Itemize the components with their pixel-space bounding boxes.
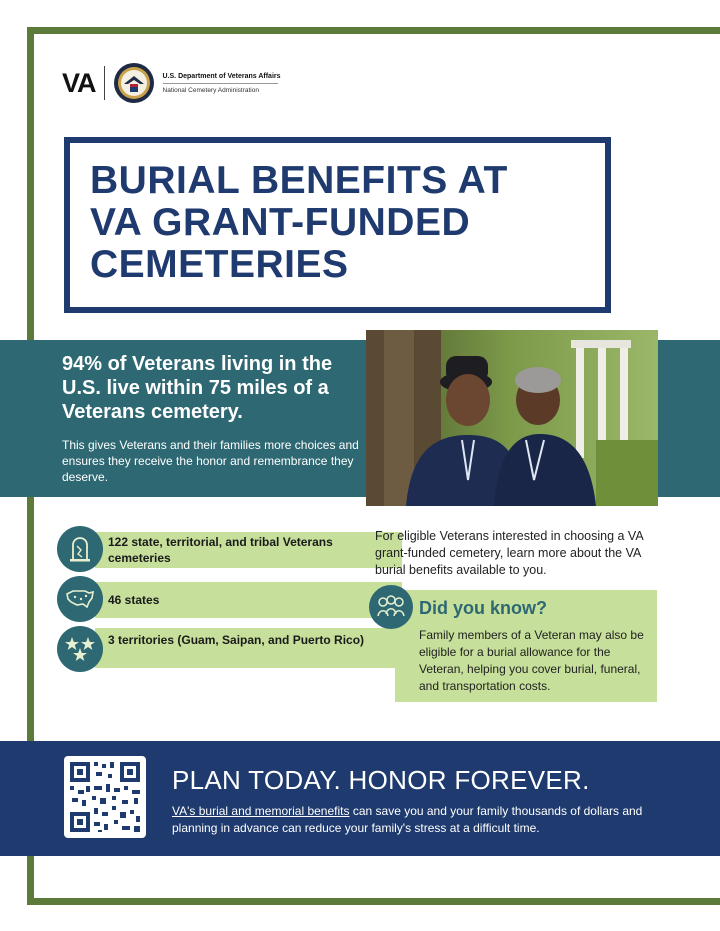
- us-map-icon-glyph: [65, 588, 95, 610]
- did-you-know-body: Family members of a Veteran may also be eligible for a burial allowance for the Veteran, helping you cover burial, funeral, and transportation costs.: [419, 628, 644, 693]
- eligibility-text: For eligible Veterans interested in choosing a VA grant-funded cemetery, learn more about the VA burial benefits available to you.: [375, 529, 643, 577]
- intro-body: This gives Veterans and their families more choices and ensures they receive the honor and remembrance they deserve.: [62, 438, 359, 484]
- title-line-3: CEMETERIES: [90, 243, 349, 286]
- stars-icon: [57, 626, 103, 672]
- did-you-know-title: Did you know?: [419, 598, 547, 618]
- va-seal-icon: [113, 62, 155, 104]
- footer-body-text: can save you and your family thousands of dollars and planning in advance can reduce your family's stress at a difficult time.: [172, 804, 643, 835]
- header: [62, 62, 281, 104]
- stars-icon-glyph: [64, 635, 96, 663]
- title-line-2: VA GRANT-FUNDED: [90, 201, 471, 244]
- burial-benefits-link[interactable]: VA's burial and memorial benefits: [172, 804, 350, 818]
- department-name: U.S. Department of Veterans Affairs: [162, 72, 281, 80]
- stat-text: 3 territories (Guam, Saipan, and Puerto Rico): [108, 633, 365, 647]
- va-logo: VA: [62, 67, 96, 98]
- us-map-icon: [57, 576, 103, 622]
- stat-text: 122 state, territorial, and tribal Veterans cemeteries: [108, 535, 333, 565]
- administration-name: National Cemetery Administration: [162, 86, 259, 94]
- frame-top-border: [27, 27, 720, 34]
- qr-code[interactable]: [64, 756, 146, 838]
- intro-heading: 94% of Veterans living in the U.S. live within 75 miles of a Veterans cemetery.: [62, 353, 333, 423]
- title-box: [64, 137, 611, 313]
- family-icon: [369, 585, 413, 629]
- stat-text: 46 states: [108, 593, 160, 607]
- frame-bottom-border: [27, 898, 720, 905]
- veterans-photo: [366, 330, 658, 506]
- headstone-icon-glyph: [68, 536, 92, 562]
- headstone-icon: [57, 526, 103, 572]
- footer-body: [172, 803, 672, 837]
- qr-code-icon: [64, 756, 146, 838]
- department-name-block: [163, 73, 281, 94]
- page-title: [90, 160, 590, 286]
- footer-title: PLAN TODAY. HONOR FOREVER.: [172, 765, 590, 795]
- logo-divider: [104, 66, 105, 100]
- title-line-1: BURIAL BENEFITS AT: [90, 159, 508, 202]
- family-icon-glyph: [376, 594, 406, 620]
- department-divider: [163, 83, 278, 84]
